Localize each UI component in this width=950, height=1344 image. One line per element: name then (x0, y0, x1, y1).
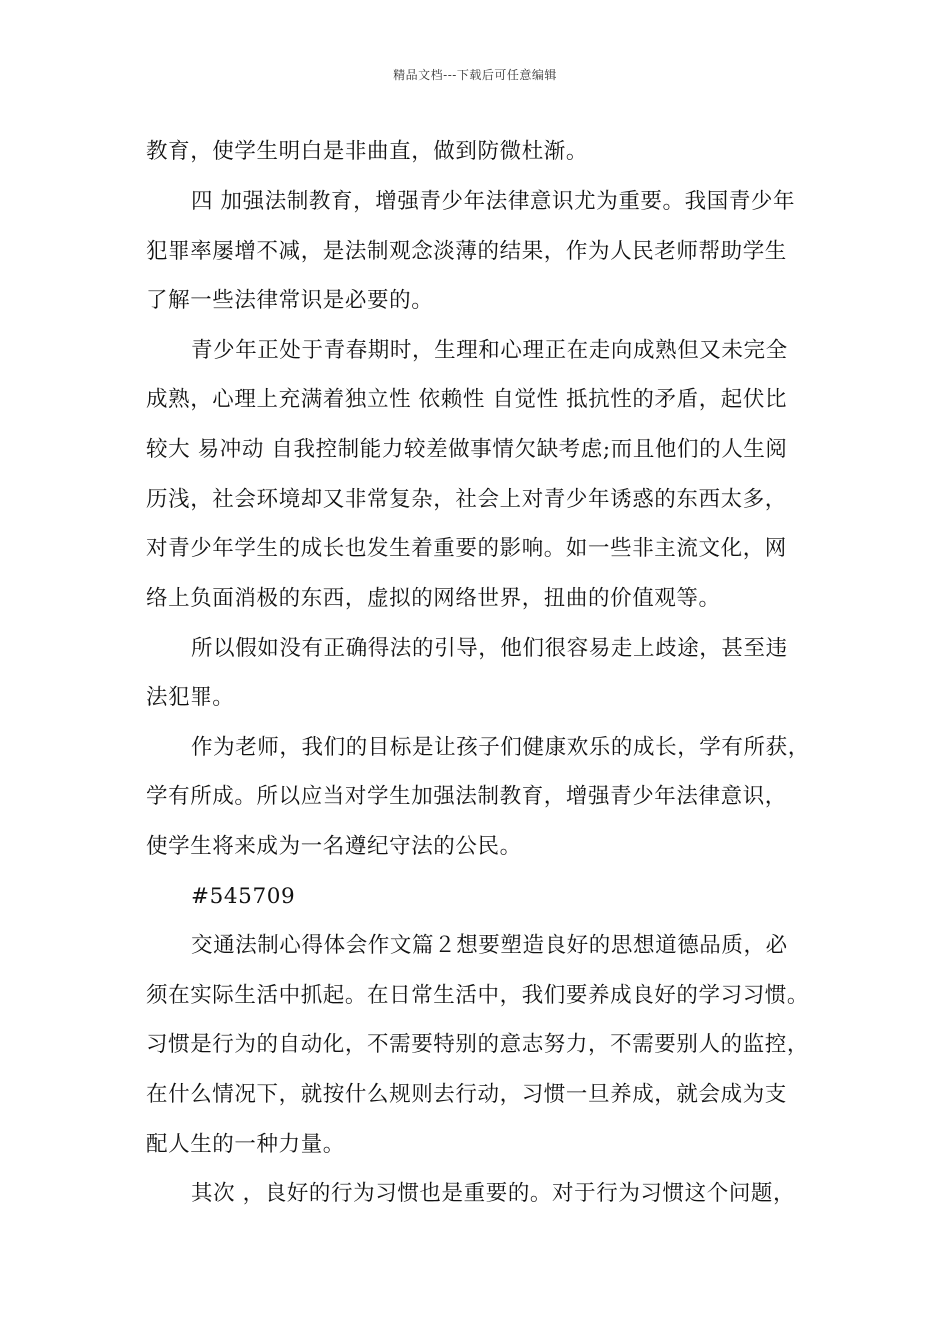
text-line: #545709 (191, 884, 296, 909)
text-line: 较大 易冲动 自我控制能力较差做事情欠缺考虑;而且他们的人生阅 (146, 437, 788, 462)
text-line: 所以假如没有正确得法的引导，他们很容易走上歧途，甚至违 (191, 636, 788, 661)
text-line: 学有所成。所以应当对学生加强法制教育，增强青少年法律意识， (146, 784, 787, 809)
text-line: 四 加强法制教育，增强青少年法律意识尤为重要。我国青少年 (191, 189, 796, 214)
text-line: 络上负面消极的东西，虚拟的网络世界，扭曲的价值观等。 (146, 586, 721, 611)
text-line: 了解一些法律常识是必要的。 (146, 288, 434, 313)
text-line: 配人生的一种力量。 (146, 1132, 345, 1157)
text-line: 使学生将来成为一名遵纪守法的公民。 (146, 834, 522, 859)
text-line: 青少年正处于青春期时，生理和心理正在走向成熟但又未完全 (191, 338, 788, 363)
text-line: 对青少年学生的成长也发生着重要的影响。如一些非主流文化，网 (146, 536, 787, 561)
page-header: 精品文档---下载后可任意编辑 (393, 68, 557, 82)
text-line: 其次 ，良好的行为习惯也是重要的。对于行为习惯这个问题， (191, 1181, 796, 1206)
text-line: 法犯罪。 (146, 685, 235, 710)
text-line: 在什么情况下，就按什么规则去行动，习惯一旦养成，就会成为支 (146, 1082, 787, 1107)
text-line: 成熟，心理上充满着独立性 依赖性 自觉性 抵抗性的矛盾，起伏比 (146, 387, 788, 412)
text-line: 教育，使学生明白是非曲直，做到防微杜渐。 (146, 139, 589, 164)
text-line: 习惯是行为的自动化，不需要特别的意志努力，不需要别人的监控， (146, 1032, 810, 1057)
text-line: 交通法制心得体会作文篇２想要塑造良好的思想道德品质，必 (191, 933, 788, 958)
text-line: 历浅，社会环境却又非常复杂，社会上对青少年诱惑的东西太多， (146, 487, 787, 512)
text-line: 犯罪率屡增不减，是法制观念淡薄的结果，作为人民老师帮助学生 (146, 239, 787, 264)
text-line: 作为老师，我们的目标是让孩子们健康欢乐的成长，学有所获， (191, 735, 810, 760)
text-line: 须在实际生活中抓起。在日常生活中，我们要养成良好的学习习惯。 (146, 983, 810, 1008)
